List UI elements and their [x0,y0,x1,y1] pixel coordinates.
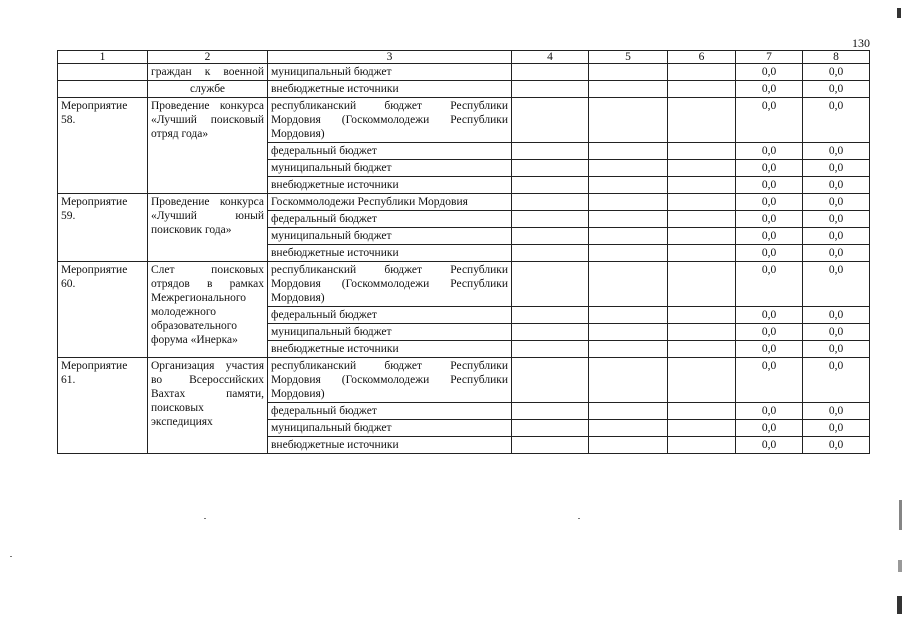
value-cell: 0,0 [736,143,803,160]
funding-source: Госкоммолодежи Республики Мордовия [268,194,512,211]
value-cell: 0,0 [736,228,803,245]
value-cell [512,341,589,358]
value-cell [668,228,736,245]
value-cell: 0,0 [803,307,870,324]
value-cell [512,245,589,262]
value-cell [512,437,589,454]
value-cell: 0,0 [736,177,803,194]
value-cell: 0,0 [803,245,870,262]
column-header: 8 [803,51,870,64]
value-cell [668,358,736,403]
value-cell [589,143,668,160]
value-cell: 0,0 [803,324,870,341]
value-cell: 0,0 [736,262,803,307]
measure-number: Мероприятие 61. [58,358,148,454]
value-cell [589,420,668,437]
measure-name: Проведение конкурса «Лучший поисковый отряд года» [148,98,268,194]
value-cell [589,262,668,307]
value-cell [589,228,668,245]
value-cell [589,177,668,194]
value-cell [668,245,736,262]
measure-number: Мероприятие 60. [58,262,148,358]
value-cell [512,324,589,341]
value-cell [589,194,668,211]
value-cell [589,324,668,341]
value-cell [512,194,589,211]
funding-source: муниципальный бюджет [268,420,512,437]
value-cell: 0,0 [736,437,803,454]
scan-artifact [578,518,580,519]
value-cell: 0,0 [803,228,870,245]
funding-source: муниципальный бюджет [268,324,512,341]
funding-source: республиканский бюджет Республики Мордовия (Госкоммолодежи Республики Мордовия) [268,358,512,403]
value-cell [512,228,589,245]
measure-name: службе [148,81,268,98]
funding-source: федеральный бюджет [268,403,512,420]
value-cell: 0,0 [803,437,870,454]
measure-cell [58,64,148,81]
value-cell [512,143,589,160]
value-cell: 0,0 [736,420,803,437]
funding-source: республиканский бюджет Республики Мордовия (Госкоммолодежи Республики Мордовия) [268,262,512,307]
value-cell: 0,0 [803,211,870,228]
value-cell [512,262,589,307]
value-cell [668,403,736,420]
column-header: 4 [512,51,589,64]
measure-number: Мероприятие 58. [58,98,148,194]
table-row [58,81,870,98]
value-cell [668,143,736,160]
column-header: 5 [589,51,668,64]
funding-source: муниципальный бюджет [268,160,512,177]
value-cell [512,81,589,98]
value-cell [512,177,589,194]
value-cell [589,403,668,420]
table-row [58,98,870,143]
column-header: 2 [148,51,268,64]
value-cell: 0,0 [736,324,803,341]
funding-source: муниципальный бюджет [268,228,512,245]
value-cell: 0,0 [736,160,803,177]
value-cell [668,177,736,194]
value-cell: 0,0 [736,358,803,403]
value-cell: 0,0 [803,341,870,358]
value-cell [512,358,589,403]
value-cell [589,211,668,228]
value-cell [512,160,589,177]
value-cell [668,98,736,143]
value-cell [668,211,736,228]
scan-artifact [10,556,12,557]
value-cell: 0,0 [736,194,803,211]
value-cell: 0,0 [803,177,870,194]
value-cell [512,211,589,228]
value-cell: 0,0 [736,403,803,420]
value-cell [668,262,736,307]
value-cell: 0,0 [736,307,803,324]
value-cell [668,307,736,324]
value-cell: 0,0 [803,64,870,81]
value-cell: 0,0 [803,262,870,307]
value-cell: 0,0 [803,81,870,98]
funding-source: внебюджетные источники [268,341,512,358]
value-cell [512,307,589,324]
value-cell [512,64,589,81]
value-cell: 0,0 [803,143,870,160]
value-cell [668,324,736,341]
value-cell: 0,0 [803,358,870,403]
value-cell [668,81,736,98]
table-row [58,194,870,211]
value-cell [668,194,736,211]
value-cell [668,437,736,454]
value-cell: 0,0 [736,245,803,262]
page-number: 130 [852,36,870,50]
funding-source: внебюджетные источники [268,81,512,98]
table-row [58,64,870,81]
measure-cell [58,81,148,98]
value-cell [589,98,668,143]
funding-source: федеральный бюджет [268,211,512,228]
value-cell [589,160,668,177]
measure-number: Мероприятие 59. [58,194,148,262]
value-cell [668,160,736,177]
value-cell: 0,0 [803,420,870,437]
value-cell [512,420,589,437]
value-cell [512,98,589,143]
measure-name: граждан к военной [148,64,268,81]
header-row [58,51,870,64]
value-cell: 0,0 [736,81,803,98]
value-cell: 0,0 [803,98,870,143]
value-cell [589,341,668,358]
funding-source: республиканский бюджет Республики Мордовия (Госкоммолодежи Республики Мордовия) [268,98,512,143]
table-row [58,262,870,307]
funding-source: внебюджетные источники [268,245,512,262]
value-cell [589,307,668,324]
table-row [58,358,870,403]
funding-source: федеральный бюджет [268,143,512,160]
scan-artifact [899,500,902,530]
column-header: 6 [668,51,736,64]
value-cell [589,64,668,81]
value-cell [589,245,668,262]
value-cell: 0,0 [803,194,870,211]
funding-source: внебюджетные источники [268,437,512,454]
value-cell: 0,0 [736,64,803,81]
value-cell: 0,0 [803,403,870,420]
value-cell [589,437,668,454]
value-cell: 0,0 [736,211,803,228]
scan-artifact [897,596,902,614]
value-cell [668,64,736,81]
column-header: 7 [736,51,803,64]
funding-source: муниципальный бюджет [268,64,512,81]
funding-source: федеральный бюджет [268,307,512,324]
column-header: 3 [268,51,512,64]
value-cell: 0,0 [736,341,803,358]
scan-artifact [897,8,901,18]
value-cell [589,81,668,98]
value-cell [668,420,736,437]
measure-name: Слет поисковых отрядов в рамках Межрегионального молодежного образовательного форума «Инерка» [148,262,268,358]
funding-source: внебюджетные источники [268,177,512,194]
scan-artifact [204,518,206,519]
value-cell [668,341,736,358]
scan-artifact [898,560,902,572]
measure-name: Организация участия во Всероссийских Вахтах памяти, поисковых экспедициях [148,358,268,454]
measure-name: Проведение конкурса «Лучший юный поисковик года» [148,194,268,262]
value-cell: 0,0 [803,160,870,177]
value-cell [512,403,589,420]
budget-table [57,50,870,454]
value-cell [589,358,668,403]
column-header: 1 [58,51,148,64]
value-cell: 0,0 [736,98,803,143]
